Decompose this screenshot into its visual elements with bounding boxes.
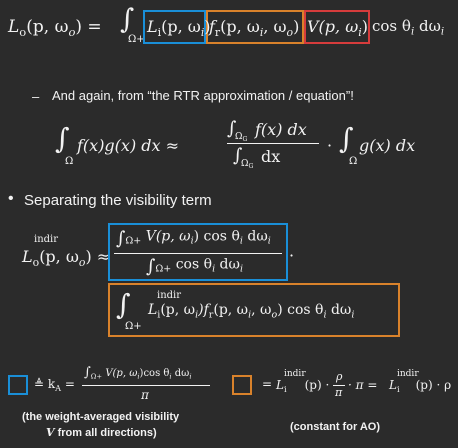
blue-legend-swatch [8, 375, 28, 395]
blue-legend-bar [82, 385, 210, 386]
rtr-lhs-body: f(x)g(x) dx ≈ [77, 136, 180, 155]
lo-indir-lhs: $L_o(p$, $\omega_o$) ≈ [22, 247, 111, 269]
visibility-ratio-den: $\int_{\Omega+}$ $\cos \theta_i$ $d\omega_i$ [146, 256, 243, 277]
orange-legend-eq: = [262, 377, 273, 391]
rtr-rhs-domain: Ω [349, 156, 358, 167]
rtr-den-domain: $\Omega_G$ [241, 159, 254, 171]
orange-legend-li-b: $L_i$ (p) · ρ [389, 378, 452, 394]
integral-sign-rtr-lhs: ∫ [55, 122, 70, 155]
blue-legend-caption-2: V from all directions) [46, 426, 157, 439]
integral-sign-rtr-rhs: ∫ [339, 122, 354, 155]
lo-indir-sup: indir [34, 234, 59, 245]
lo-args-sub: o [68, 25, 76, 40]
blue-legend-den: π [141, 388, 149, 402]
blue-legend-def: ≜ $k_A$ = [34, 377, 75, 393]
lo-symbol: L [8, 17, 20, 37]
split-dot: · [289, 246, 295, 265]
rtr-text: And again, from “the RTR approximation / equation”! [52, 88, 354, 103]
blue-legend-num: $\int_{\Omega+}$ V(p, $\omega_i)\cos$ $\theta_i$ $d\omega_i$ [84, 365, 192, 381]
orange-legend-caption: (constant for AO) [290, 421, 381, 433]
rtr-fraction-bar [227, 143, 319, 144]
blue-legend-caption-1: (the weight-averaged visibility [22, 411, 180, 423]
dot-bullet: • [8, 190, 14, 207]
cos-term-top: $\cos \theta_i$ $d\omega_i$ [372, 17, 445, 38]
integral-sign-top: ∫ [120, 4, 135, 35]
orange-legend-li-a-sup: indir [284, 369, 306, 379]
integral-domain-top: Ω+ [128, 34, 145, 45]
integral-sign-rtr-num: ∫ [227, 118, 237, 139]
separating-text: Separating the visibility term [24, 192, 212, 209]
orange-legend-rho: ρ [336, 370, 343, 383]
lo-args-end: ) = [75, 17, 102, 37]
shading-domain: Ω+ [125, 321, 142, 332]
visibility-ratio-num: $\int_{\Omega+}$ V(p, $\omega_i$) $\cos \theta_i$ $d\omega_i$ [116, 228, 271, 249]
orange-legend-pi: π [335, 386, 343, 399]
rtr-equation [55, 118, 416, 176]
v-term: V(p, $\omega_i$) [307, 17, 368, 39]
shading-li-sup: indir [157, 290, 182, 301]
orange-legend-swatch [232, 375, 252, 395]
orange-legend-li-b-sup: indir [397, 369, 419, 379]
orange-legend-li-a: $L_i$ (p) · [276, 378, 330, 394]
li-term: $L_i(p$, $\omega_i$) [147, 17, 211, 39]
lo-sub: o [19, 25, 27, 40]
lo-args: (p, ω [26, 17, 69, 37]
fr-term: $f_r(p$, $\omega_i$, $\omega_o$) [209, 17, 300, 39]
shading-integrand: $L_i(p$, $\omega_i)f_r(p$, $\omega_i$, $\omega_o$) $\cos \theta_i$ $d\omega_i$ [148, 302, 355, 321]
rtr-num-body: f(x) dx [255, 120, 307, 139]
rtr-dot: · [327, 136, 333, 155]
rtr-rhs-body: g(x) dx [359, 136, 416, 155]
rtr-num-domain: $\Omega_G$ [235, 132, 248, 144]
rtr-lhs-domain: Ω [65, 156, 74, 167]
orange-legend-mid: · π = [348, 378, 378, 392]
integral-sign-rtr-den: ∫ [233, 145, 243, 166]
rtr-den-body: dx [261, 147, 281, 166]
visibility-ratio-bar [114, 253, 282, 254]
dash-bullet: – [32, 89, 40, 104]
integral-sign-shading: ∫ [116, 288, 131, 321]
